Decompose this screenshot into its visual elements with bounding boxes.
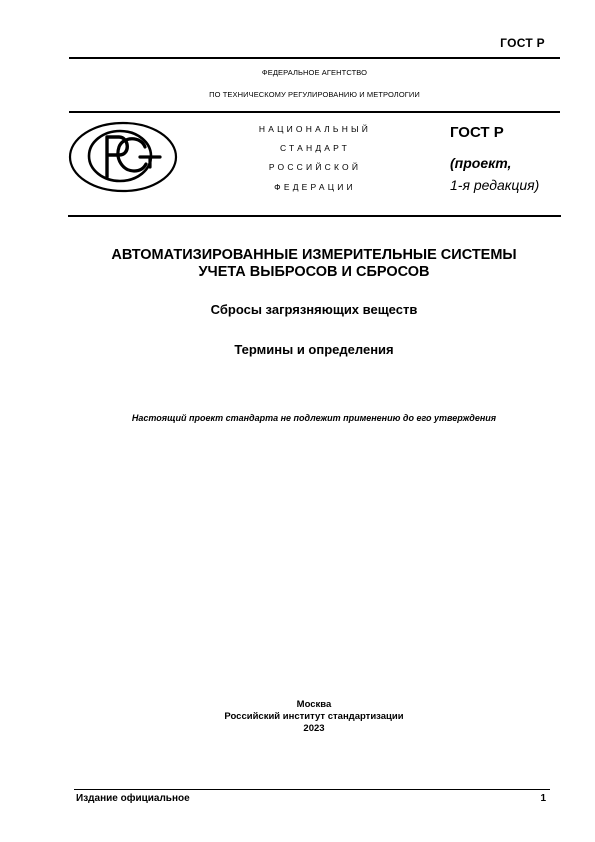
agency-name-line2: ПО ТЕХНИЧЕСКОМУ РЕГУЛИРОВАНИЮ И МЕТРОЛОГИИ <box>209 90 420 99</box>
header-rule-bottom <box>68 215 561 217</box>
national-line1: НАЦИОНАЛЬНЫЙ <box>258 124 372 134</box>
document-code-top: ГОСТ Р <box>500 36 545 50</box>
header-rule-top <box>69 57 560 59</box>
page-number: 1 <box>540 793 546 804</box>
national-line3: РОССИЙСКОЙ <box>268 162 362 172</box>
publication-year: 2023 <box>303 723 325 734</box>
standard-code: ГОСТ Р <box>450 124 504 141</box>
document-subtitle: Сбросы загрязняющих веществ <box>210 302 418 317</box>
standard-edition-label: 1-я редакция) <box>450 177 540 193</box>
official-edition-label: Издание официальное <box>76 793 190 804</box>
rst-logo-icon <box>67 121 180 194</box>
standard-draft-label: (проект, <box>450 155 512 171</box>
publisher-city: Москва <box>296 699 332 710</box>
document-title-line2: УЧЕТА ВЫБРОСОВ И СБРОСОВ <box>198 264 430 280</box>
footer-rule <box>74 789 550 790</box>
national-line4: ФЕДЕРАЦИИ <box>274 182 356 192</box>
publisher-institute: Российский институт стандартизации <box>224 711 404 722</box>
header-rule-middle <box>69 111 560 113</box>
document-title-line1: АВТОМАТИЗИРОВАННЫЕ ИЗМЕРИТЕЛЬНЫЕ СИСТЕМЫ <box>111 247 517 263</box>
draft-notice: Настоящий проект стандарта не подлежит применению до его утверждения <box>131 413 497 423</box>
document-terms-heading: Термины и определения <box>234 342 394 357</box>
national-line2: СТАНДАРТ <box>279 143 351 153</box>
agency-name-line1: ФЕДЕРАЛЬНОЕ АГЕНТСТВО <box>261 68 368 77</box>
